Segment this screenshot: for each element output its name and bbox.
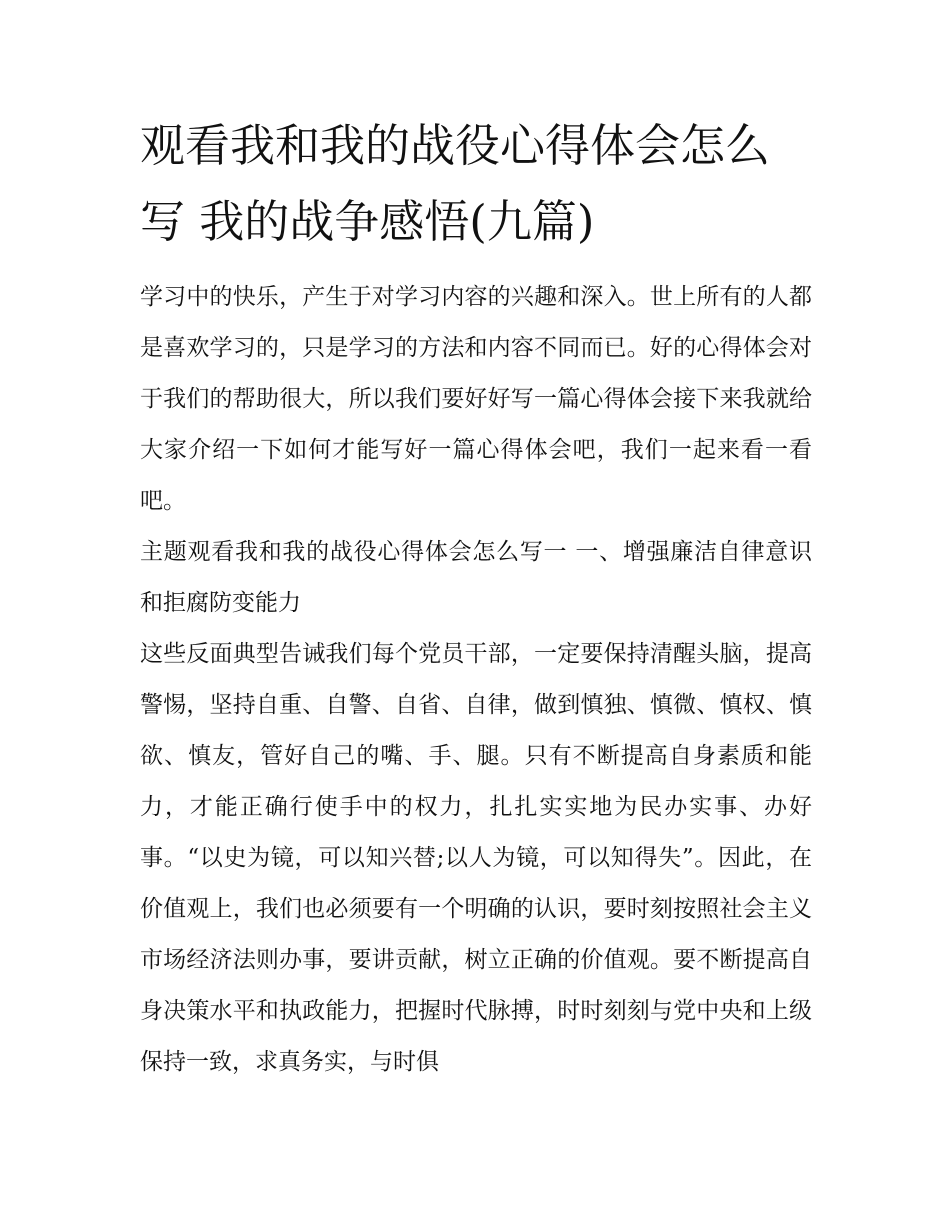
document-body [140, 272, 812, 1088]
intro-paragraph: 学习中的快乐，产生于对学习内容的兴趣和深入。世上所有的人都是喜欢学习的，只是学习的方法和内容不同而已。好的心得体会对于我们的帮助很大，所以我们要好好写一篇心得体会接下来我就给大家介绍一下如何才能写好一篇心得体会吧，我们一起来看一看吧。 [140, 284, 812, 514]
section-heading-paragraph: 主题观看我和我的战役心得体会怎么写一 一、增强廉洁自律意识和拒腐防变能力 [140, 539, 812, 616]
document-title: 观看我和我的战役心得体会怎么写 我的战争感悟(九篇) [140, 119, 771, 248]
document-page [140, 108, 812, 1088]
body-paragraph: 这些反面典型告诫我们每个党员干部，一定要保持清醒头脑，提高警惕，坚持自重、自警、自省、自律，做到慎独、慎微、慎权、慎欲、慎友，管好自己的嘴、手、腿。只有不断提高自身素质和能力，才能正确行使手中的权力，扎扎实实地为民办实事、办好事。“以史为镜，可以知兴替;以人为镜，可以知得失”。因此，在价值观上，我们也必须要有一个明确的认识，要时刻按照社会主义市场经济法则办事，要讲贡献，树立正确的价值观。要不断提高自身决策水平和执政能力，把握时代脉搏，时时刻刻与党中央和上级保持一致，求真务实，与时俱 [140, 641, 812, 1075]
